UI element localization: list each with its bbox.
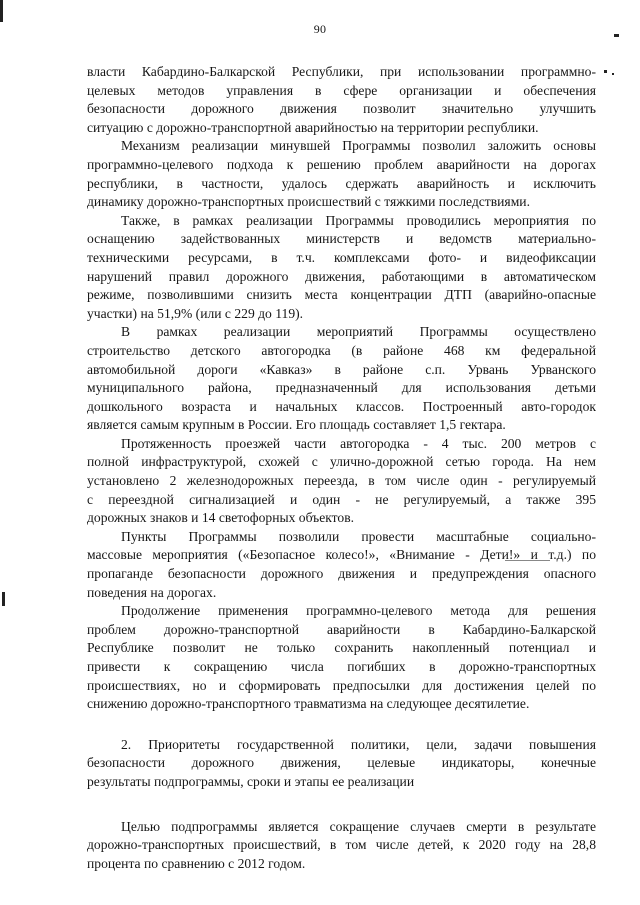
text-line: режиме, позволившими снизить места концентрации ДТП (аварийно-опасные xyxy=(87,287,596,303)
paragraph xyxy=(87,528,596,602)
text-line: автомобильной дороги «Кавказ» в районе с.п. Урвань Урванского xyxy=(87,361,596,377)
text-line: установлено 2 железнодорожных переезда, в том числе один - регулируемый xyxy=(87,473,596,489)
text-line: Целью подпрограммы является сокращение случаев смерти в результате xyxy=(121,818,596,834)
text-line: власти Кабардино-Балкарской Республики, при использовании программно- xyxy=(87,64,596,79)
spacer xyxy=(87,792,596,818)
text-line: массовые мероприятия («Безопасное колесо!», «Внимание - Дети!» и т.д.) по xyxy=(87,547,596,563)
paragraph xyxy=(87,137,596,211)
scan-artifact xyxy=(2,592,5,606)
text-line: оснащению задействованных министерств и ведомств материально- xyxy=(87,231,596,247)
text-line: Продолжение применения программно-целевого метода для решения xyxy=(121,603,596,619)
text-line: динамику дорожно-транспортных происшествий с тяжкими последствиями. xyxy=(87,194,530,210)
text-line: происшествиях, но и сформировать предпосылки для достижения целей по xyxy=(87,677,596,693)
heading-line: результаты подпрограммы, сроки и этапы ее реализации xyxy=(87,773,415,789)
text-line: пропаганде безопасности дорожного движения и предупреждения опасного xyxy=(87,566,596,582)
paragraph xyxy=(87,818,596,874)
text-line: привести к сокращению числа погибших в дорожно-транспортных xyxy=(87,659,596,674)
text-line: безопасности дорожного движения позволит значительно улучшить xyxy=(87,101,596,117)
text-line: республики, в частности, удалось сдержать аварийность и исключить xyxy=(87,175,596,191)
text-line: ситуацию с дорожно-транспортной аварийностью на территории республики. xyxy=(87,119,539,135)
text-line: Республике позволит не только сохранить накопленный потенциал и xyxy=(87,640,596,656)
text-line: процента по сравнению с 2012 годом. xyxy=(87,855,306,871)
page-number: 90 xyxy=(313,22,327,36)
paragraph xyxy=(87,435,596,528)
text-line: поведения на дорогах. xyxy=(87,584,217,600)
spacer xyxy=(87,714,596,736)
text-line: снижению дорожно-транспортного травматизма на следующее десятилетие. xyxy=(87,696,530,712)
paragraph xyxy=(87,602,596,714)
text-line: Механизм реализации минувшей Программы позволил заложить основы xyxy=(121,138,596,154)
text-line: техническими ресурсами, в т.ч. комплексами фото- и видеофиксации xyxy=(87,249,596,265)
text-line: проблем дорожно-транспортной аварийности в Кабардино-Балкарской xyxy=(87,621,596,637)
document-body xyxy=(87,63,596,873)
text-line: дорожно-транспортных происшествий, в том числе детей, к 2020 году на 28,8 xyxy=(87,837,596,853)
paragraph xyxy=(87,323,596,435)
text-line: участки) на 51,9% (или с 229 до 119). xyxy=(87,305,304,321)
text-line: строительство детского автогородка (в районе 468 км федеральной xyxy=(87,342,596,358)
text-line: В рамках реализации мероприятий Программы осуществлено xyxy=(121,324,596,340)
paragraph xyxy=(87,212,596,324)
scan-artifact xyxy=(604,70,607,73)
heading-line: безопасности дорожного движения, целевые индикаторы, конечные xyxy=(87,755,596,771)
text-line: дошкольного возраста и начальных классов. Построенный авто-городок xyxy=(87,398,596,414)
text-line: полной инфраструктурой, схожей с улично-дорожной сетью города. На нем xyxy=(87,454,596,470)
text-line: с переездной сигнализацией и один - не регулируемый, а также 395 xyxy=(87,491,596,507)
scan-artifact xyxy=(612,73,614,75)
scan-artifact xyxy=(0,0,3,22)
text-line: Протяженность проезжей части автогородка - 4 тыс. 200 метров с xyxy=(121,435,596,451)
text-line: программно-целевого подхода к решению проблем аварийности на дорогах xyxy=(87,156,596,172)
text-line: целевых методов управления в сфере организации и обеспечения xyxy=(87,82,596,98)
paragraph xyxy=(87,63,596,137)
text-line: нарушений правил дорожного движения, работающими в автоматическом xyxy=(87,268,596,284)
text-line: Также, в рамках реализации Программы проводились мероприятия по xyxy=(121,212,596,228)
heading-line: 2. Приоритеты государственной политики, цели, задачи повышения xyxy=(121,736,596,752)
text-line: является самым крупным в России. Его площадь составляет 1,5 гектара. xyxy=(87,417,506,433)
section-heading xyxy=(87,736,596,792)
text-line: муниципального района, предназначенный для использования детьми xyxy=(87,380,596,396)
text-line: дорожных знаков и 14 светофорных объектов. xyxy=(87,510,355,526)
text-line: Пункты Программы позволили провести масштабные социально- xyxy=(121,528,596,544)
